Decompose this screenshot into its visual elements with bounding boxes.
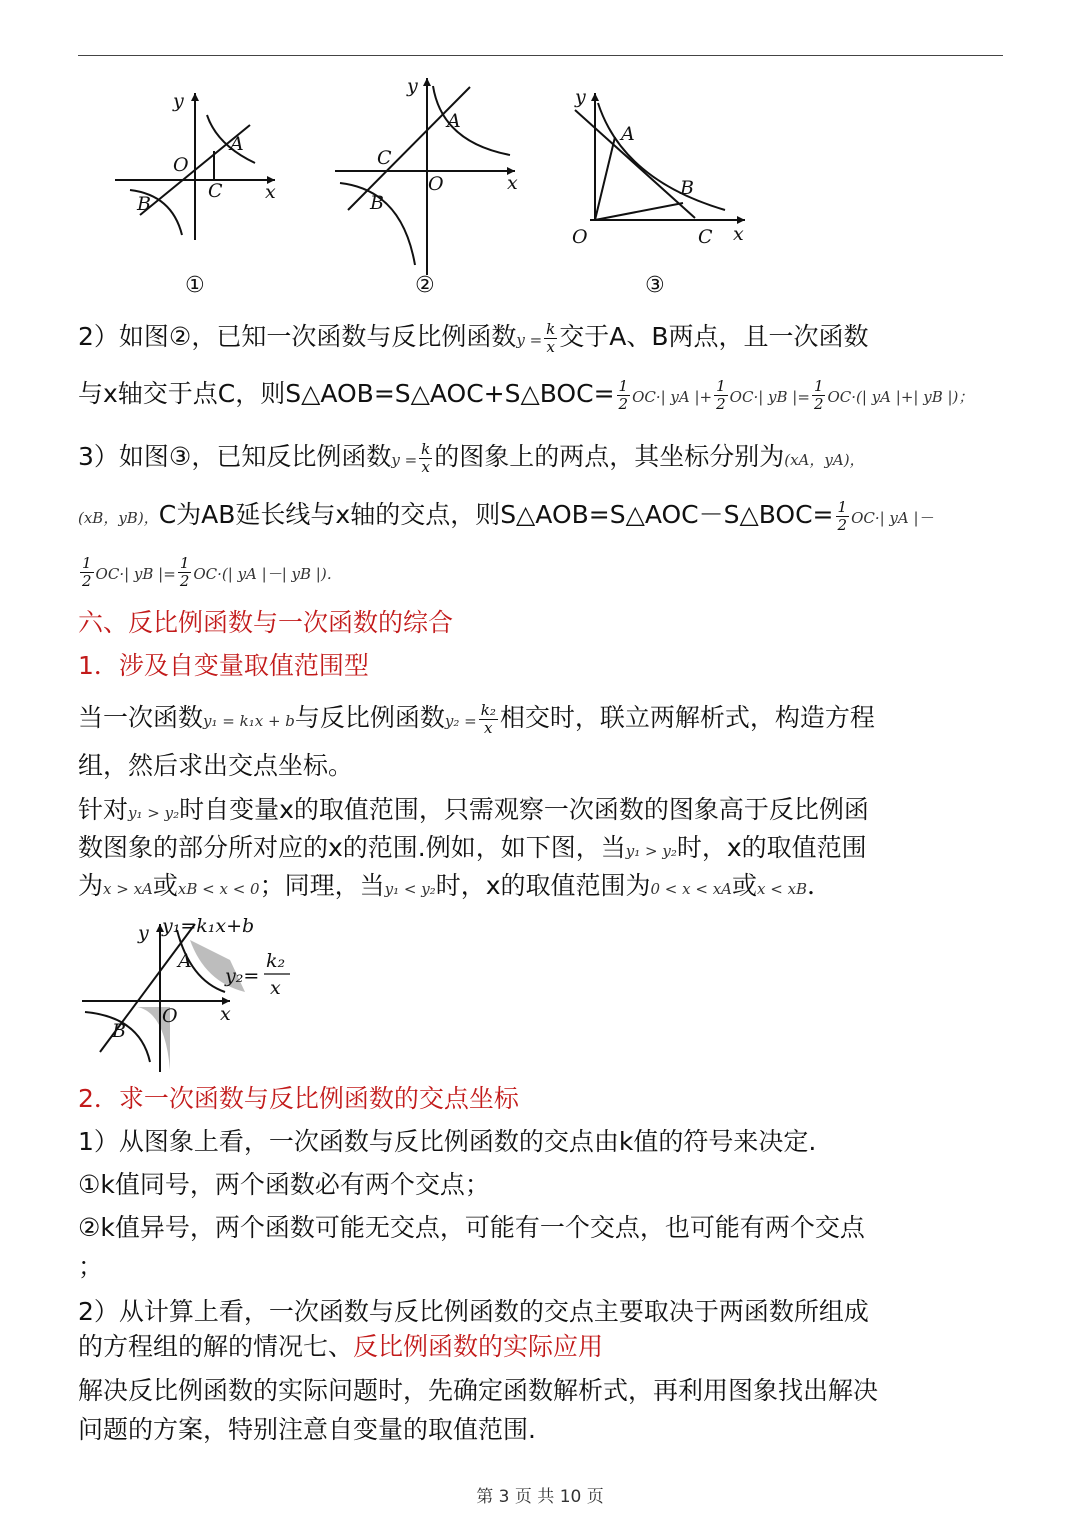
math: OC·| yA |－: [851, 509, 934, 527]
math: x < xB: [757, 880, 808, 898]
point-b-label: B: [680, 177, 694, 199]
section-6-heading: 六、反比例函数与一次函数的综合: [78, 608, 454, 637]
text: ．: [807, 871, 833, 900]
point-b-label: B: [137, 193, 151, 215]
text: 交于A、B两点，且一次函数: [559, 322, 869, 351]
fraction: $\frac{k}{x}$: [421, 439, 431, 476]
x-axis-label: x: [733, 223, 744, 245]
figure-caption: ①: [185, 273, 205, 298]
point-a-label: A: [178, 950, 192, 972]
para-3-line-3: [78, 551, 1003, 594]
point-a-label: A: [230, 133, 244, 155]
y-axis-label: y: [138, 922, 149, 944]
math: (xB，yB)，: [78, 509, 159, 527]
figure-3: [565, 85, 755, 300]
math: y₁ > y₂: [625, 842, 677, 860]
math: OC·(| yA |－| yB |)．: [193, 565, 342, 583]
text: 时自变量x的取值范围，只需观察一次函数的图象高于反比例函: [179, 795, 869, 824]
point-c-label: C: [208, 180, 223, 202]
point-c-label: C: [377, 147, 392, 169]
origin-label: O: [173, 154, 189, 176]
fraction-half: $\frac{1}{2}$: [837, 497, 848, 534]
fraction-half: $\frac{1}{2}$: [716, 376, 726, 413]
sub2-line-3: ②k值异号，两个函数可能无交点，可能有一个交点，也可能有两个交点: [78, 1213, 865, 1242]
math: y =: [516, 331, 543, 349]
x-axis-label: x: [507, 172, 518, 194]
figure-2: [330, 70, 530, 300]
math: y₁ < y₂: [384, 880, 436, 898]
text: 与反比例函数: [294, 703, 445, 732]
text: 数图象的部分所对应的x的范围.例如，如下图，当: [78, 833, 626, 862]
sub2-line-4: ；: [78, 1252, 104, 1281]
point-b-label: B: [370, 192, 384, 214]
math: OC·(| yA |+| yB |)；: [827, 388, 974, 406]
math: OC·| yB |=: [729, 388, 810, 406]
point-b-label: B: [112, 1020, 126, 1042]
figure-caption: ②: [415, 273, 435, 298]
text: 或: [152, 871, 178, 900]
sec6-p2-line-3: [78, 866, 1003, 909]
sec6-p1-line-1: [78, 698, 1003, 741]
math: y₁ > y₂: [128, 804, 180, 822]
sec6-p2-line-2: [78, 828, 1003, 871]
x-axis-label: x: [220, 1003, 231, 1025]
curve-equation: y₂=: [225, 965, 260, 987]
fraction-half: $\frac{1}{2}$: [813, 376, 824, 413]
text: 针对: [78, 795, 129, 824]
math: y₂ =: [444, 712, 477, 730]
figure-4: [80, 912, 320, 1077]
para-3-line-1: [78, 437, 1003, 480]
curve-den: x: [270, 977, 281, 999]
origin-label: O: [572, 226, 588, 248]
text: 2）如图②，已知一次函数与反比例函数: [78, 322, 517, 351]
text: 时，x的取值范围为: [435, 871, 651, 900]
text: 的方程组的解的情况七、: [78, 1332, 354, 1361]
text: 3）如图③，已知反比例函数: [78, 442, 392, 471]
x-axis-label: x: [265, 181, 276, 203]
text: 时，x的取值范围: [676, 833, 867, 862]
subsection-2-heading: 2．求一次函数与反比例函数的交点坐标: [78, 1084, 519, 1113]
fraction-half: $\frac{1}{2}$: [618, 376, 629, 413]
text: 为: [78, 871, 104, 900]
figure-caption: ③: [645, 273, 665, 298]
text: 与x轴交于点C，则S△AOB=S△AOC+S△BOC=: [78, 379, 615, 408]
point-a-label: A: [447, 110, 461, 132]
fraction-half: $\frac{1}{2}$: [82, 553, 92, 590]
fraction-half: $\frac{1}{2}$: [179, 553, 190, 590]
text: ；同理，当: [259, 871, 385, 900]
text: 当一次函数: [78, 703, 204, 732]
point-a-label: A: [621, 123, 635, 145]
origin-label: O: [428, 173, 444, 195]
sec7-line-1: 解决反比例函数的实际问题时，先确定函数解析式，再利用图象找出解决: [78, 1376, 879, 1405]
sec6-p2-line-1: [78, 790, 1003, 833]
para-2-line-1: [78, 317, 1003, 360]
para-3-line-2: [78, 495, 1003, 538]
origin-label: O: [162, 1005, 178, 1027]
sub2-line-1: 1）从图象上看，一次函数与反比例函数的交点由k值的符号来决定.: [78, 1127, 817, 1156]
math: OC·| yA |+: [632, 388, 713, 406]
math: y =: [391, 451, 418, 469]
para-2-line-2: [78, 374, 1003, 417]
sec7-line-2: 问题的方案，特别注意自变量的取值范围.: [78, 1415, 536, 1444]
sub2-line-2: ①k值同号，两个函数必有两个交点；: [78, 1170, 490, 1199]
math: xB < x < 0: [177, 880, 260, 898]
sub2-line-6: [78, 1327, 1003, 1367]
math: OC·| yB |=: [95, 565, 176, 583]
fraction: $\frac{k}{x}$: [546, 319, 556, 356]
y-axis-label: y: [173, 90, 184, 112]
math: (xA，yA)，: [784, 451, 865, 469]
text: 的图象上的两点，其坐标分别为: [434, 442, 785, 471]
curve-num: k₂: [266, 950, 286, 972]
subsection-1-heading: 1．涉及自变量取值范围型: [78, 651, 369, 680]
line-equation: y₁=k₁x+b: [162, 915, 255, 937]
sec6-p1-line-2: 组，然后求出交点坐标。: [78, 751, 354, 780]
sub2-line-5: 2）从计算上看，一次函数与反比例函数的交点主要取决于两函数所组成: [78, 1297, 869, 1326]
math: 0 < x < xA: [650, 880, 733, 898]
section-7-heading: 反比例函数的实际应用: [353, 1332, 604, 1361]
text: 相交时，联立两解析式，构造方程: [499, 703, 875, 732]
top-rule: [78, 55, 1003, 56]
y-axis-label: y: [575, 86, 586, 108]
text: C为AB延长线与x轴的交点，则S△AOB=S△AOC－S△BOC=: [158, 500, 834, 529]
point-c-label: C: [698, 226, 713, 248]
figure-1: [110, 85, 290, 300]
text: 或: [732, 871, 758, 900]
math: y₁ = k₁x + b: [203, 712, 295, 730]
page-footer: 第 3 页 共 10 页: [476, 1487, 604, 1507]
y-axis-label: y: [407, 75, 418, 97]
fraction: $\frac{\text{k₂}}{x}$: [480, 700, 496, 737]
math: x > xA: [103, 880, 153, 898]
